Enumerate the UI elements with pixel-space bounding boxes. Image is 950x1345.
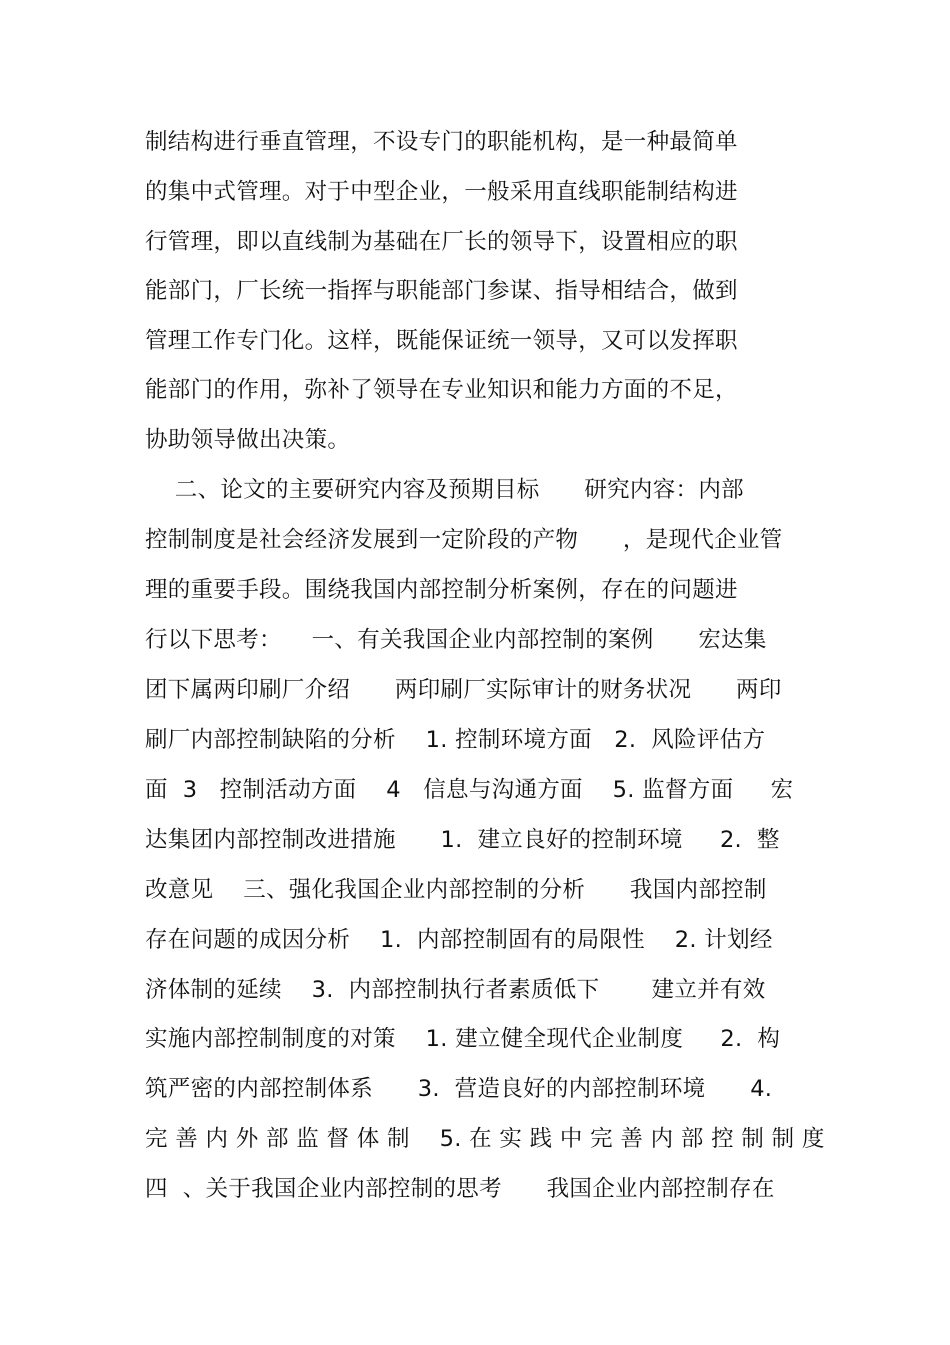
body-text-line: 筑严密的内部控制体系 3. 营造良好的内部控制环境 4. bbox=[145, 1076, 773, 1102]
body-text-line: 改意见 三、强化我国企业内部控制的分析 我国内部控制 bbox=[145, 877, 767, 903]
body-text-line: 能部门，厂长统一指挥与职能部门参谋、指导相结合，做到 bbox=[145, 278, 738, 304]
body-text-line: 完 善 内 外 部 监 督 体 制 5. 在 实 践 中 完 善 内 部 控 制 制 度 bbox=[145, 1126, 825, 1152]
body-text-line: 存在问题的成因分析 1. 内部控制固有的局限性 2. 计划经 bbox=[145, 927, 773, 953]
body-text-line: 协助领导做出决策。 bbox=[145, 427, 351, 453]
body-text-line: 行以下思考： 一、有关我国企业内部控制的案例 宏达集 bbox=[145, 627, 767, 653]
body-text-line: 实施内部控制制度的对策 1. 建立健全现代企业制度 2. 构 bbox=[145, 1026, 781, 1052]
body-text-line: 行管理，即以直线制为基础在厂长的领导下，设置相应的职 bbox=[145, 229, 738, 255]
body-text-line: 能部门的作用，弥补了领导在专业知识和能力方面的不足， bbox=[145, 377, 738, 403]
body-text-line: 的集中式管理。对于中型企业，一般采用直线职能制结构进 bbox=[145, 179, 738, 205]
body-text-line: 团下属两印刷厂介绍 两印刷厂实际审计的财务状况 两印 bbox=[145, 677, 782, 703]
body-text-line: 面 3 控制活动方面 4 信息与沟通方面 5. 监督方面 宏 bbox=[145, 777, 794, 803]
body-text-line: 管理工作专门化。这样，既能保证统一领导，又可以发挥职 bbox=[145, 328, 738, 354]
section-heading-line: 二、论文的主要研究内容及预期目标 研究内容：内部 bbox=[145, 477, 744, 503]
body-text-line: 理的重要手段。围绕我国内部控制分析案例，存在的问题进 bbox=[145, 577, 738, 603]
body-text-line: 达集团内部控制改进措施 1. 建立良好的控制环境 2. 整 bbox=[145, 827, 780, 853]
body-text-line: 制结构进行垂直管理，不设专门的职能机构，是一种最简单 bbox=[145, 129, 738, 155]
body-text-line: 控制制度是社会经济发展到一定阶段的产物 ，是现代企业管 bbox=[145, 527, 783, 553]
body-text-line: 四 、关于我国企业内部控制的思考 我国企业内部控制存在 bbox=[145, 1176, 775, 1202]
body-text-line: 济体制的延续 3. 内部控制执行者素质低下 建立并有效 bbox=[145, 977, 766, 1003]
body-text-line: 刷厂内部控制缺陷的分析 1. 控制环境方面 2. 风险评估方 bbox=[145, 727, 766, 753]
